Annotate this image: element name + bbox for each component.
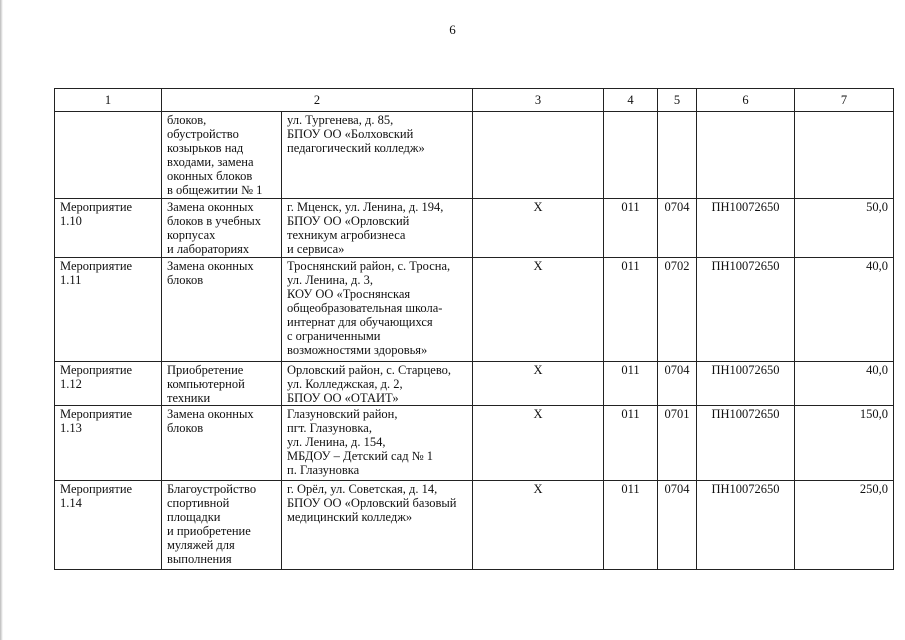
column-header-2: 2 (162, 89, 473, 112)
col5-cell: 0704 (658, 199, 697, 258)
col5-cell: 0704 (658, 362, 697, 406)
col6-cell: ПН10072650 (697, 258, 795, 362)
col4-cell: 011 (604, 258, 658, 362)
measure-name-cell: Мероприятие 1.12 (55, 362, 162, 406)
amount-cell: 250,0 (795, 481, 894, 570)
measure-location-cell: г. Орёл, ул. Советская, д. 14, БПОУ ОО «Орловский базовый медицинский колледж» (282, 481, 473, 570)
column-header-3: 3 (473, 89, 604, 112)
measure-name-cell: Мероприятие 1.13 (55, 406, 162, 481)
col3-cell (473, 112, 604, 199)
column-header-7: 7 (795, 89, 894, 112)
col5-cell (658, 112, 697, 199)
col4-cell (604, 112, 658, 199)
measure-name-cell: Мероприятие 1.10 (55, 199, 162, 258)
col4-cell: 011 (604, 406, 658, 481)
col3-cell: Х (473, 362, 604, 406)
table-header-row (55, 89, 894, 112)
measure-name-cell: Мероприятие 1.14 (55, 481, 162, 570)
measures-table (54, 88, 894, 570)
col3-cell: Х (473, 258, 604, 362)
measure-description-cell: блоков, обустройство козырьков над входами, замена оконных блоков в общежитии № 1 (162, 112, 282, 199)
col5-cell: 0702 (658, 258, 697, 362)
measure-location-cell: г. Мценск, ул. Ленина, д. 194, БПОУ ОО «Орловский техникум агробизнеса и сервиса» (282, 199, 473, 258)
col4-cell: 011 (604, 199, 658, 258)
col6-cell: ПН10072650 (697, 406, 795, 481)
measure-location-cell: Орловский район, с. Старцево, ул. Колледжская, д. 2, БПОУ ОО «ОТАИТ» (282, 362, 473, 406)
table-row (55, 112, 894, 199)
col6-cell: ПН10072650 (697, 481, 795, 570)
col3-cell: Х (473, 481, 604, 570)
table-row (55, 258, 894, 362)
column-header-6: 6 (697, 89, 795, 112)
col3-cell: Х (473, 406, 604, 481)
col5-cell: 0704 (658, 481, 697, 570)
scan-edge (0, 0, 3, 640)
measure-description-cell: Благоустройство спортивной площадки и приобретение муляжей для выполнения (162, 481, 282, 570)
col6-cell: ПН10072650 (697, 199, 795, 258)
amount-cell: 150,0 (795, 406, 894, 481)
amount-cell (795, 112, 894, 199)
measure-name-cell: Мероприятие 1.11 (55, 258, 162, 362)
measure-description-cell: Замена оконных блоков в учебных корпусах и лабораториях (162, 199, 282, 258)
amount-cell: 40,0 (795, 362, 894, 406)
column-header-1: 1 (55, 89, 162, 112)
measure-description-cell: Замена оконных блоков (162, 258, 282, 362)
col4-cell: 011 (604, 481, 658, 570)
measure-location-cell: ул. Тургенева, д. 85, БПОУ ОО «Болховский педагогический колледж» (282, 112, 473, 199)
table-row (55, 199, 894, 258)
table-row (55, 481, 894, 570)
column-header-4: 4 (604, 89, 658, 112)
measure-location-cell: Троснянский район, с. Тросна, ул. Ленина, д. 3, КОУ ОО «Троснянская общеобразовательная школа- интернат для обучающихся с ограниченными возможностями здоровья» (282, 258, 473, 362)
table-row (55, 362, 894, 406)
col3-cell: Х (473, 199, 604, 258)
table-row (55, 406, 894, 481)
page-number: 6 (449, 22, 456, 37)
column-header-5: 5 (658, 89, 697, 112)
amount-cell: 40,0 (795, 258, 894, 362)
measure-name-cell (55, 112, 162, 199)
col4-cell: 011 (604, 362, 658, 406)
measure-description-cell: Приобретение компьютерной техники (162, 362, 282, 406)
col6-cell (697, 112, 795, 199)
col6-cell: ПН10072650 (697, 362, 795, 406)
amount-cell: 50,0 (795, 199, 894, 258)
measure-description-cell: Замена оконных блоков (162, 406, 282, 481)
measure-location-cell: Глазуновский район, пгт. Глазуновка, ул. Ленина, д. 154, МБДОУ – Детский сад № 1 п. Глазуновка (282, 406, 473, 481)
col5-cell: 0701 (658, 406, 697, 481)
